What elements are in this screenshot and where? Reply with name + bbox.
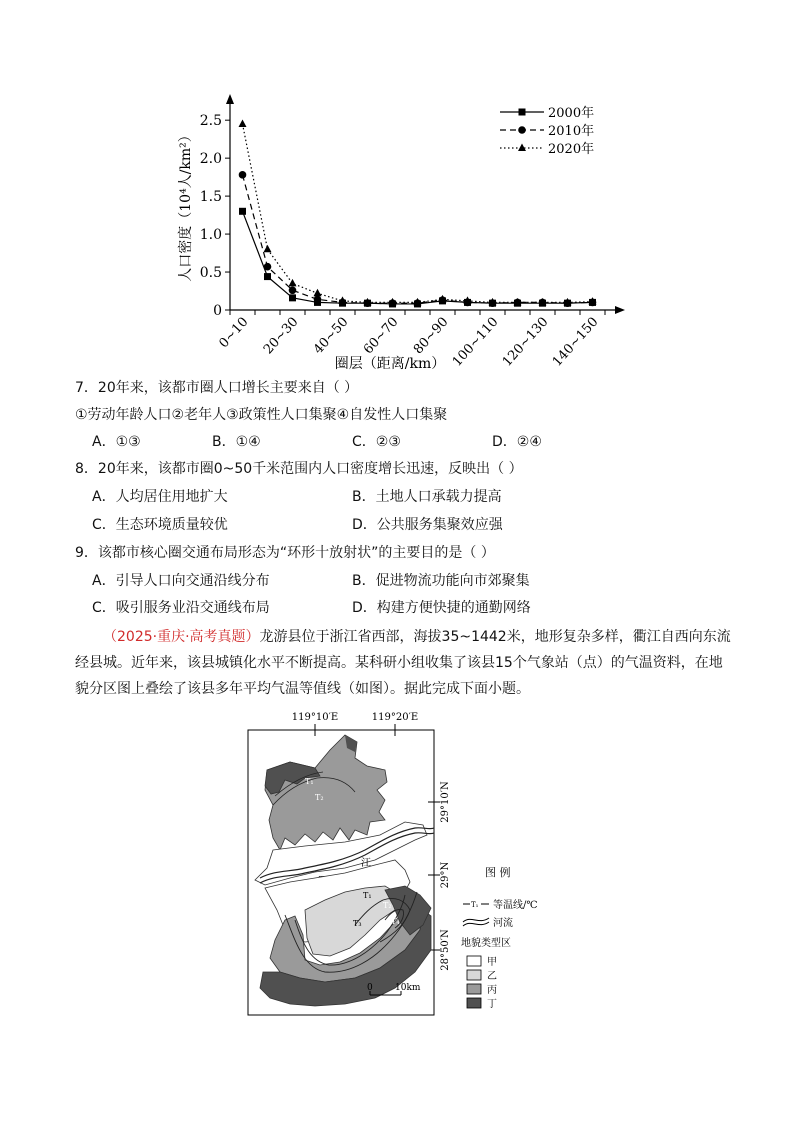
- q8-option-b[interactable]: B．土地人口承载力提高: [352, 489, 502, 505]
- y-axis-label: 人口密度（10⁴人/km²）: [178, 128, 194, 282]
- x-axis-label: 圈层（距离/km）: [334, 356, 446, 372]
- isotherm-label-t1-north: T₁: [305, 777, 314, 786]
- x-tick-label: 140~150: [549, 314, 602, 370]
- isotherm-label-t2-south: T₂: [383, 901, 392, 910]
- data-point-square: [289, 294, 296, 301]
- legend-river-symbol: [463, 918, 489, 922]
- q7-option-c[interactable]: C．②③: [352, 434, 401, 450]
- q8-stem: 8．20年来，该都市圈0~50千米范围内人口密度增长迅速，反映出（ ）: [75, 461, 523, 477]
- y-tick-label: 0.5: [199, 265, 222, 282]
- q9-stem: 9．该都市核心圈交通布局形态为“环形十放射状”的主要目的是（ ）: [75, 545, 495, 561]
- data-point-circle: [264, 263, 272, 271]
- x-tick-label: 80~90: [410, 314, 452, 358]
- data-point-triangle: [289, 279, 297, 287]
- data-point-triangle: [314, 289, 322, 297]
- legend-swatch: [467, 970, 481, 980]
- lat-label-1: 29°10′N: [440, 781, 451, 823]
- q9-option-c[interactable]: C．吸引服务业沿交通线布局: [92, 600, 270, 616]
- isotherm-label-t2-north: T₂: [315, 793, 324, 802]
- data-point-triangle: [264, 245, 272, 253]
- data-point-circle: [239, 171, 247, 179]
- lat-label-2: 29°N: [440, 861, 451, 889]
- y-tick-label: 1.0: [199, 227, 222, 244]
- source-tag: （2025·重庆·高考真题）: [103, 629, 260, 645]
- y-tick-label: 2.5: [199, 113, 222, 130]
- legend-type-label: 丙: [487, 985, 497, 996]
- q9-option-b[interactable]: B．促进物流功能向市郊聚集: [352, 573, 530, 589]
- legend-label: 2000年: [548, 106, 595, 121]
- lon-label-2: 119°20′E: [371, 712, 419, 723]
- q7-stem: 7．20年来，该都市圈人口增长主要来自（ ）: [75, 380, 359, 396]
- q7-option-b[interactable]: B．①④: [212, 434, 261, 450]
- legend-marker-circle: [518, 126, 526, 134]
- legend-swatch: [467, 984, 481, 994]
- legend-swatch: [467, 998, 481, 1008]
- lon-label-1: 119°10′E: [291, 712, 339, 723]
- data-point-square: [264, 273, 271, 280]
- legend-type-label: 甲: [487, 957, 497, 968]
- legend-title: 图 例: [485, 866, 511, 879]
- lat-label-3: 28°50′N: [440, 929, 451, 971]
- x-tick-label: 0~10: [216, 314, 252, 352]
- data-point-circle: [314, 296, 322, 304]
- isotherm-label-t3-south: T₃: [353, 919, 362, 928]
- map-legend: [461, 865, 538, 1010]
- legend-landform: 地貌类型区: [461, 938, 511, 949]
- chart-legend: [500, 105, 594, 157]
- scale-zero: 0: [367, 983, 373, 993]
- data-point-circle: [289, 286, 297, 294]
- legend-isotherm: 等温线/℃: [493, 900, 538, 911]
- legend-label: 2020年: [548, 142, 595, 157]
- y-axis-arrow: [226, 94, 234, 104]
- legend-type-label: 乙: [487, 971, 497, 982]
- q7-items: ①劳动年龄人口②老年人③政策性人口集聚④自发性人口集聚: [75, 407, 448, 423]
- legend-label: 2010年: [548, 124, 595, 139]
- x-axis-arrow: [615, 306, 625, 314]
- q7-option-d[interactable]: D．②④: [492, 434, 542, 450]
- legend-river: 河流: [493, 918, 513, 929]
- q7-option-a[interactable]: A．①③: [92, 434, 141, 450]
- y-tick-label: 0: [213, 303, 222, 319]
- q9-option-d[interactable]: D．构建方便快捷的通勤网络: [352, 600, 531, 616]
- y-tick-label: 2.0: [199, 151, 222, 168]
- x-tick-label: 100~110: [449, 314, 502, 370]
- river-label: 江: [361, 858, 371, 869]
- q9-option-a[interactable]: A．引导人口向交通沿线分布: [92, 573, 270, 589]
- scale-ten: 10km: [395, 983, 421, 993]
- q8-option-a[interactable]: A．人均居住用地扩大: [92, 489, 228, 505]
- x-tick-label: 60~70: [360, 314, 402, 358]
- isotherm-label-t1-south: T₁: [363, 891, 372, 900]
- legend-marker-square: [519, 109, 526, 116]
- intro-text: 龙游县位于浙江省西部，海拔35~1442米，地形复杂多样，衢江自西向东流经县城。近年来，该县城镇化水平不断提高。某科研小组收集了该县15个气象站（点）的气温资料，在地貌分区图上叠绘了该县多年平均气温等值线（如图）。据此完成下面小题。: [75, 629, 731, 697]
- q8-option-c[interactable]: C．生态环境质量较优: [92, 517, 228, 533]
- q8-option-d[interactable]: D．公共服务集聚效应强: [352, 517, 503, 533]
- landform-isotherm-map: [245, 710, 565, 1020]
- series-line: [243, 124, 593, 302]
- data-point-square: [239, 208, 246, 215]
- isotherm-label-t4-south: T₄: [391, 917, 400, 926]
- x-tick-label: 120~130: [499, 314, 552, 370]
- data-point-triangle: [239, 119, 247, 126]
- legend-isotherm-symbol: T₁: [471, 901, 479, 909]
- legend-marker-triangle: [518, 144, 526, 152]
- y-tick-label: 1.5: [199, 189, 222, 206]
- legend-swatch: [467, 956, 481, 966]
- legend-type-label: 丁: [487, 999, 497, 1010]
- x-tick-label: 20~30: [260, 314, 302, 358]
- population-density-chart: [160, 90, 640, 380]
- x-tick-label: 40~50: [310, 314, 352, 358]
- intro-paragraph: [75, 624, 735, 702]
